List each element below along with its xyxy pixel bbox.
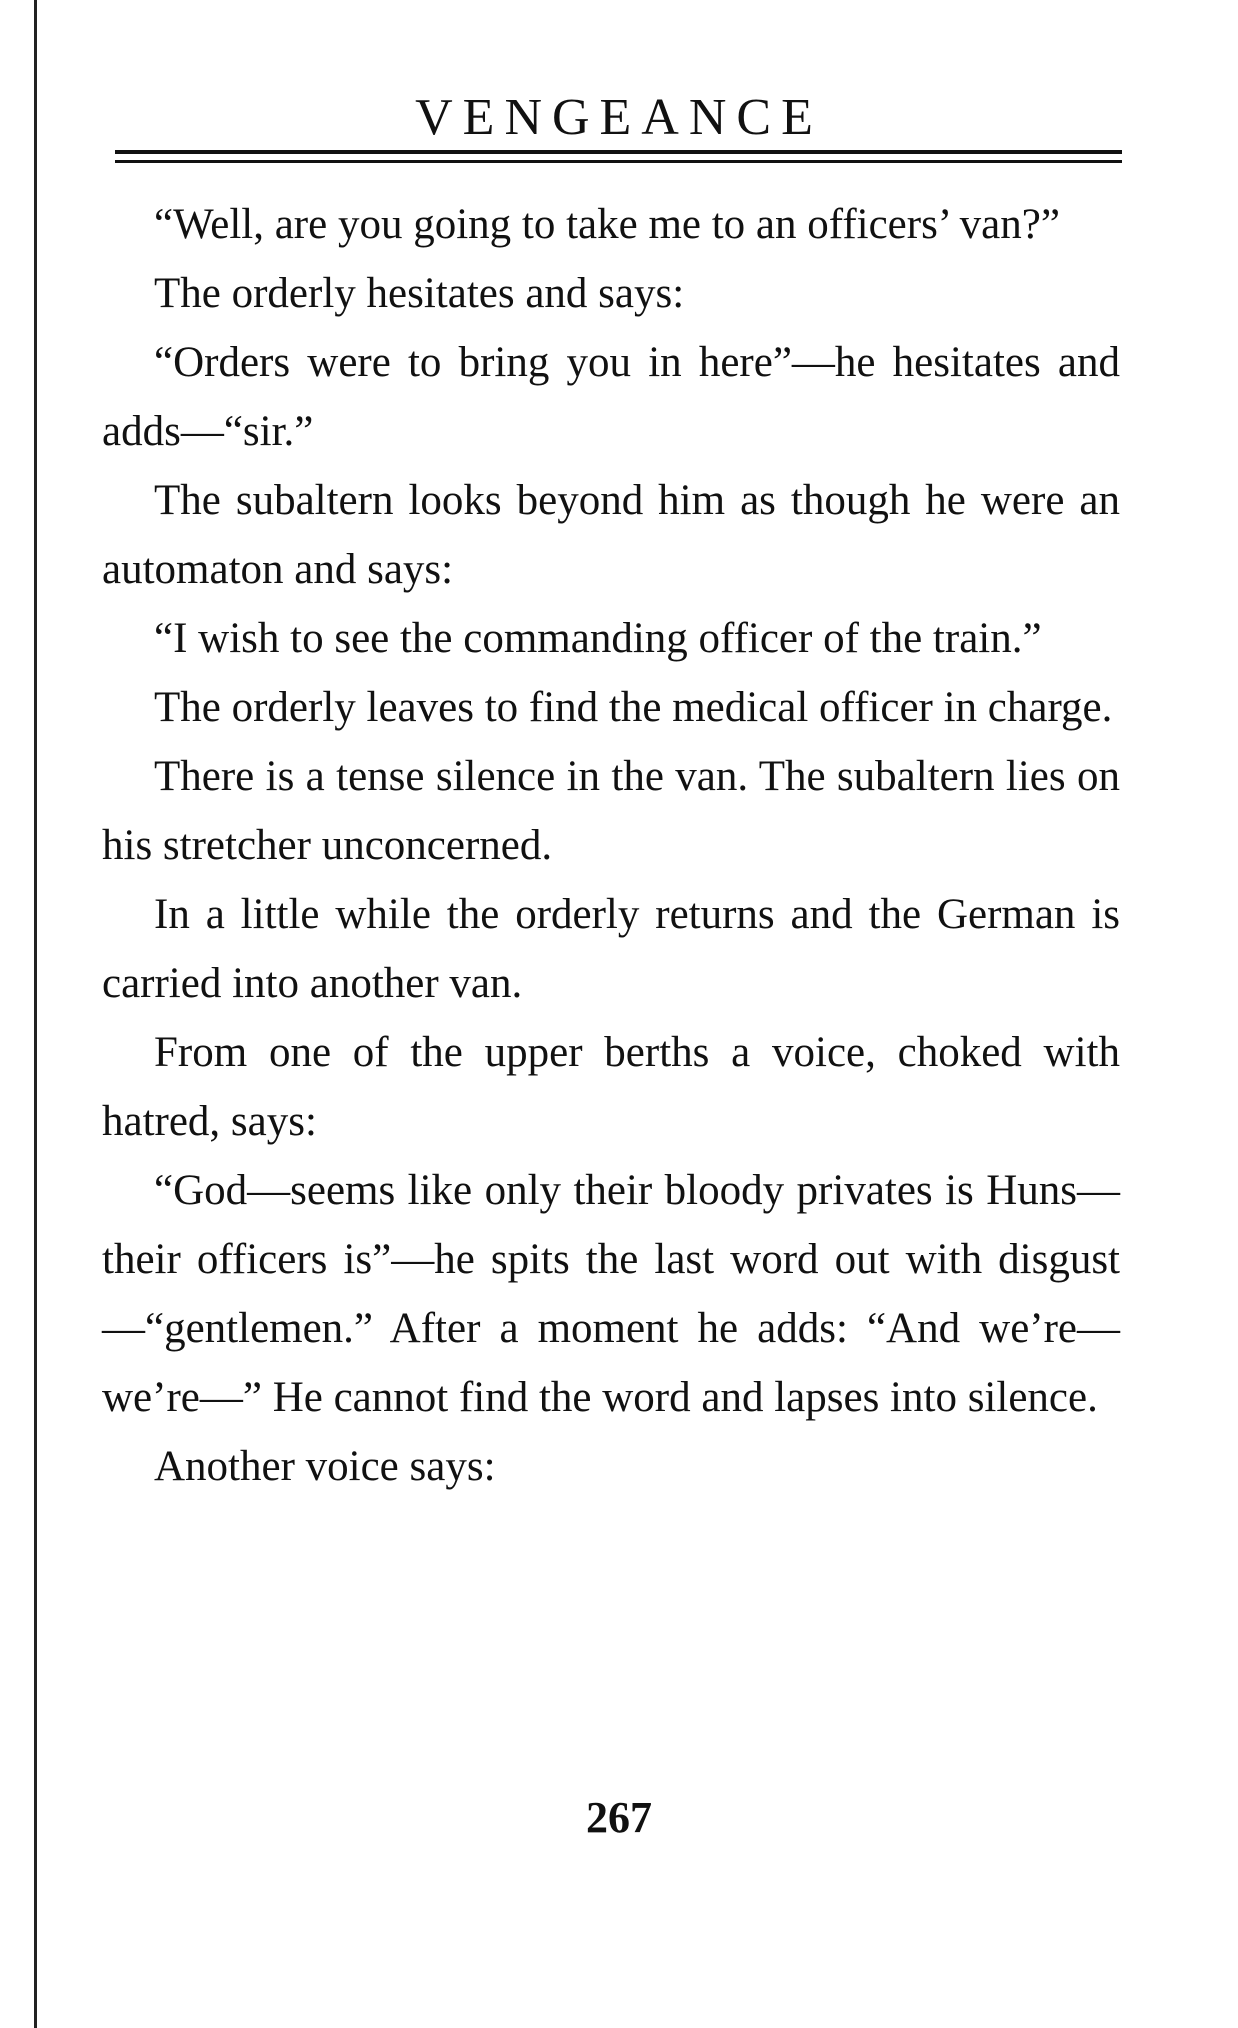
paragraph: The orderly hesitates and says:	[154, 270, 685, 317]
paragraph: In a little while the orderly returns and the German is carried into another van.	[102, 891, 1120, 1007]
body-text	[102, 190, 1120, 1501]
paragraph: “Orders were to bring you in here”—he hesitates and adds—“sir.”	[102, 339, 1120, 455]
running-title: VENGEANCE	[415, 89, 823, 146]
paragraph: The subaltern looks beyond him as though he were an automaton and says:	[102, 477, 1120, 593]
paragraph: Another voice says:	[154, 1443, 496, 1490]
paragraph: “I wish to see the commanding officer of the train.”	[154, 615, 1042, 662]
paragraph: The orderly leaves to find the medical officer in charge.	[154, 684, 1113, 731]
paragraph: “Well, are you going to take me to an officers’ van?”	[154, 201, 1060, 248]
header-rule-bottom	[115, 160, 1122, 163]
page-gutter-edge	[34, 0, 37, 2028]
paragraph: There is a tense silence in the van. The subaltern lies on his stretcher unconcerned.	[102, 753, 1120, 869]
header-rule-top	[115, 150, 1122, 154]
paragraph: From one of the upper berths a voice, choked with hatred, says:	[102, 1029, 1120, 1145]
paragraph: “God—seems like only their bloody privates is Huns—their officers is”—he spits the last word out with disgust—“gentlemen.” After a moment he adds: “And we’re—we’re—” He cannot find the word and lapses into silence.	[102, 1167, 1120, 1421]
page-number: 267	[586, 1793, 652, 1842]
